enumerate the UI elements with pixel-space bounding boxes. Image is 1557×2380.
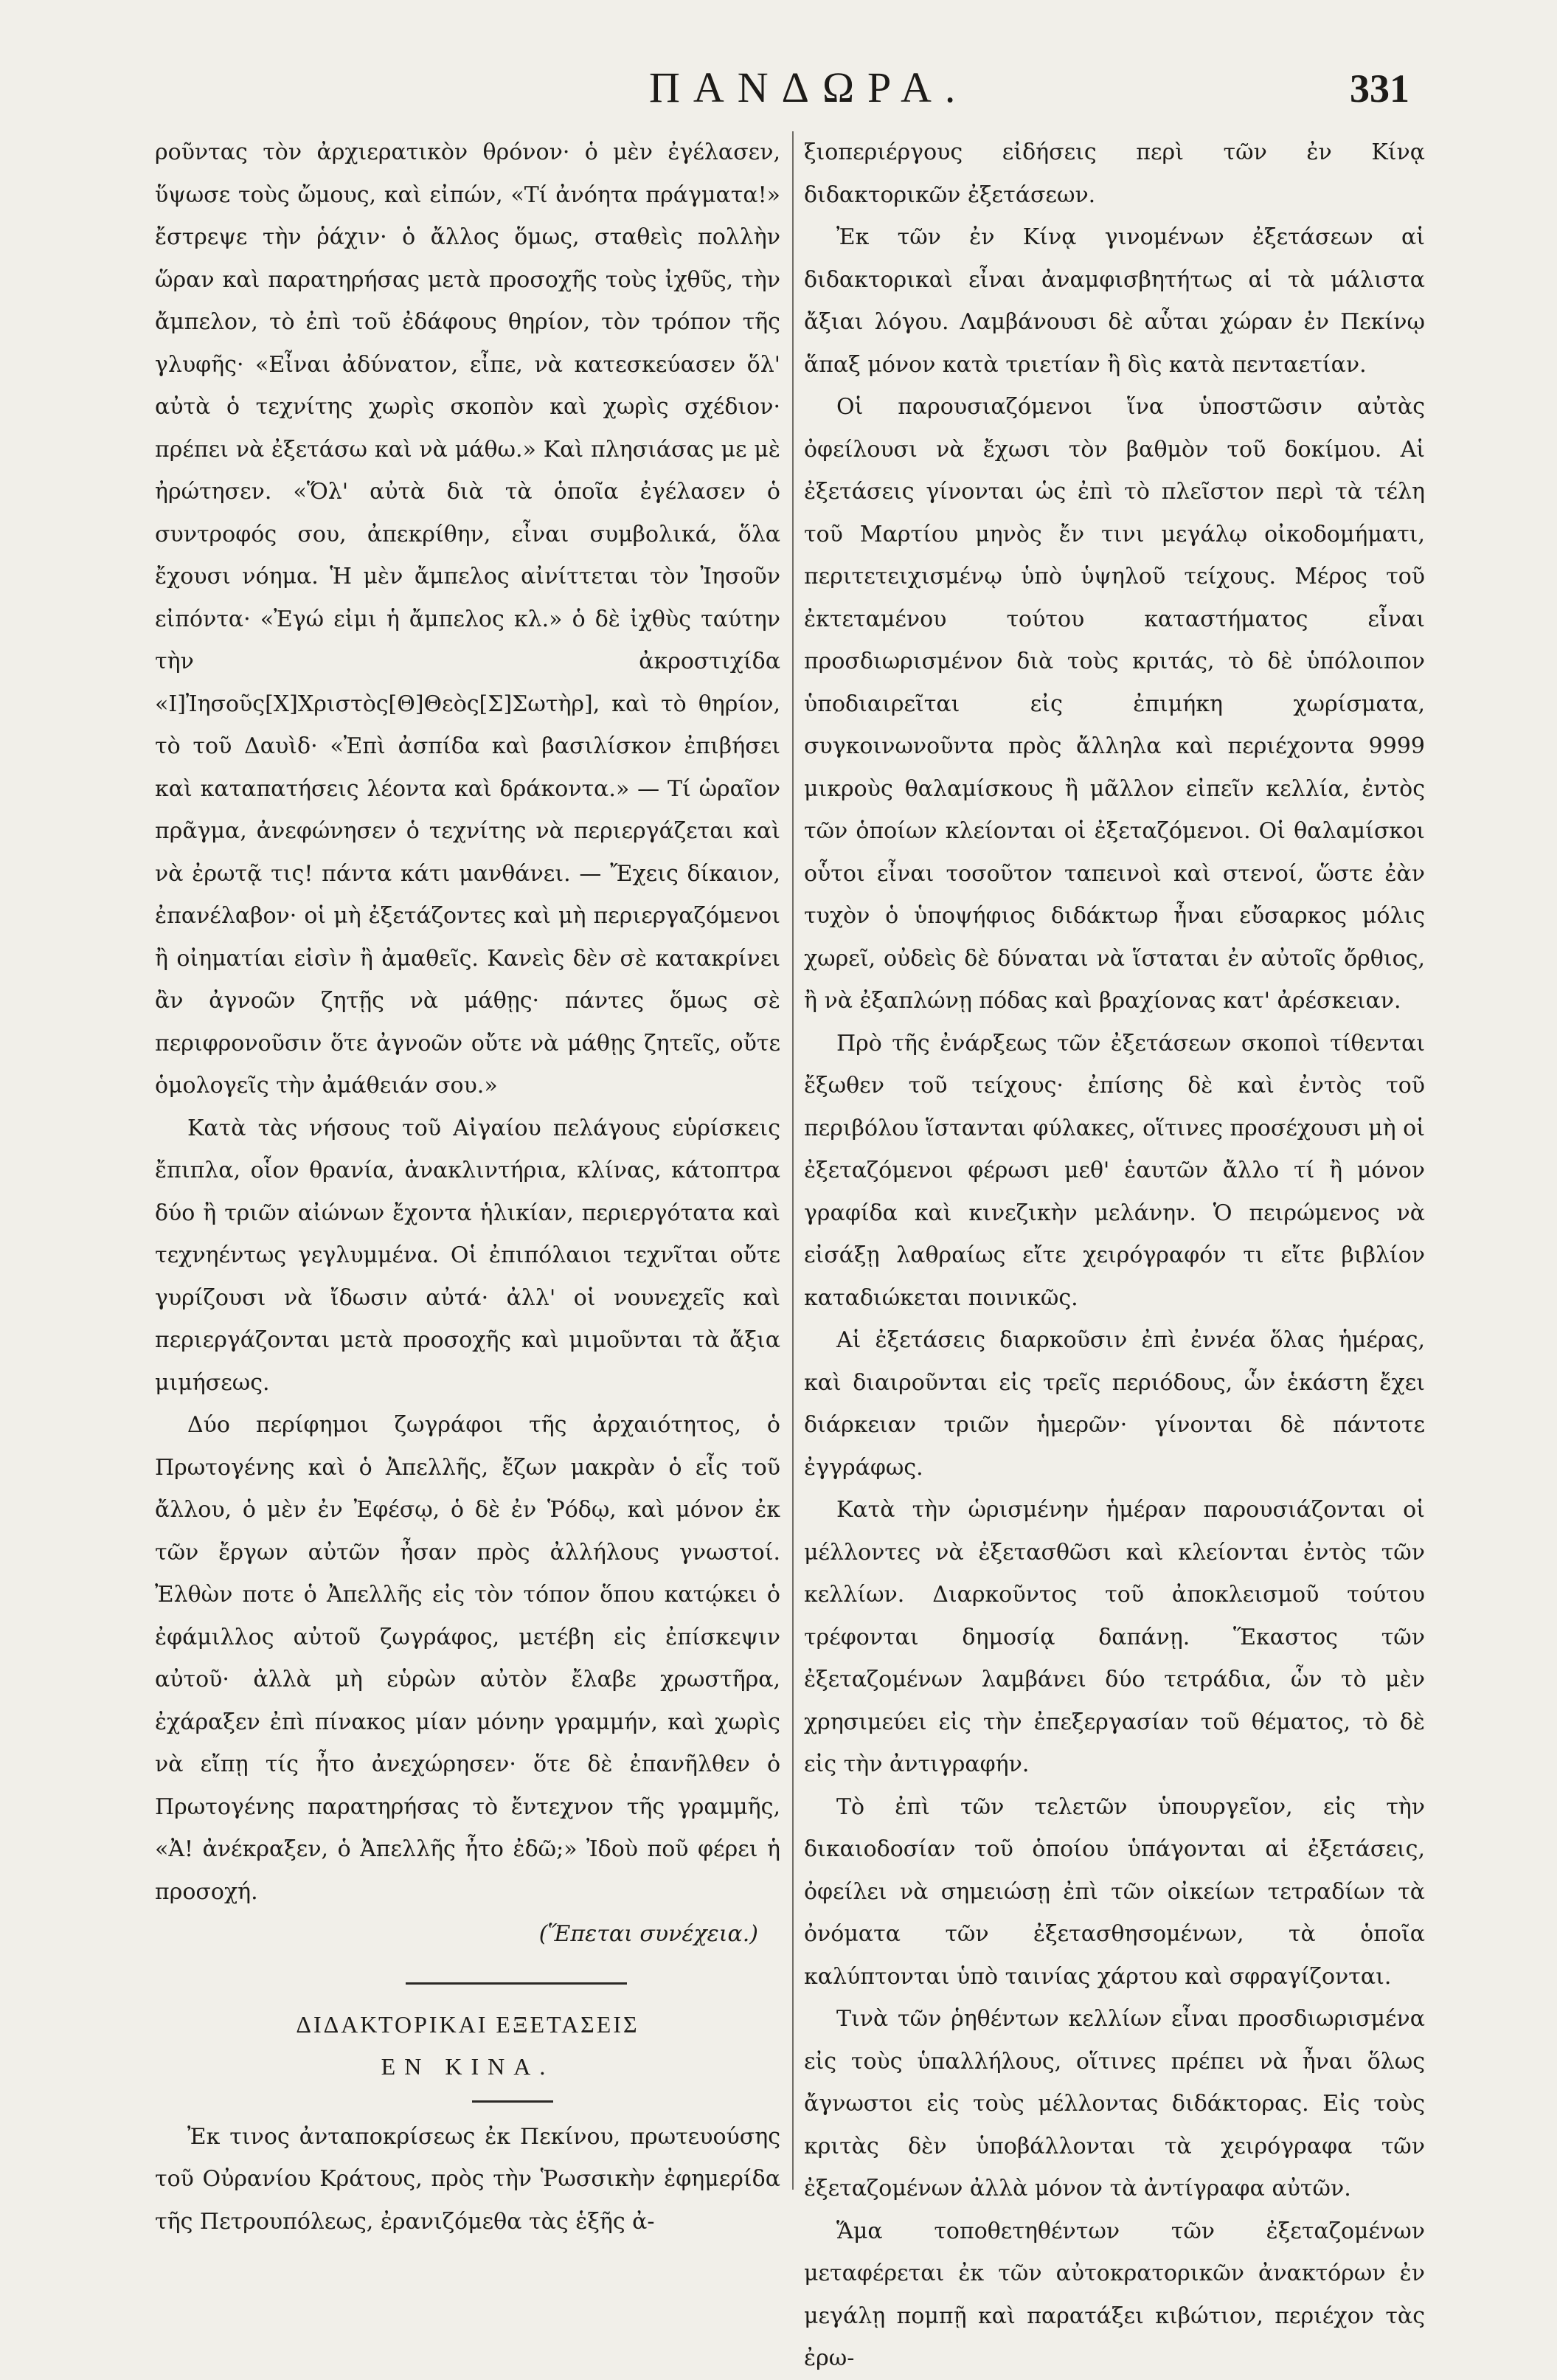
paragraph: Ἅμα τοποθετηθέντων τῶν ἐξεταζομένων μεταφέρεται ἐκ τῶν αὐτοκρατορικῶν ἀνακτόρων ἐν μεγάλῃ πομπῇ καὶ παρατάξει κιβώτιον, περιέχον τὰς ἐρω-: [804, 2218, 1425, 2371]
paragraph: Κατὰ τὴν ὡρισμένην ἡμέραν παρουσιάζονται οἱ μέλλοντες νὰ ἐξετασθῶσι καὶ κλείονται ἐντὸς τῶν κελλίων. Διαρκοῦντος τοῦ ἀποκλεισμοῦ τούτου τρέφονται δημοσίᾳ δαπάνῃ. Ἕκαστος τῶν ἐξεταζομένων λαμβάνει δύο τετράδια, ὧν τὸ μὲν χρησιμεύει εἰς τὴν ἐπεξεργασίαν τοῦ θέματος, τὸ δὲ εἰς τὴν ἀντιγραφήν.: [804, 1497, 1425, 1777]
paragraph: Ἐκ τινος ἀνταποκρίσεως ἐκ Πεκίνου, πρωτευούσης τοῦ Οὐρανίου Κράτους, πρὸς τὴν Ῥωσσικὴν ἐφημερίδα τῆς Πετρουπόλεως, ἐρανιζόμεθα τὰς ἑξῆς ἀ-: [155, 2123, 780, 2235]
section-divider: [406, 1982, 627, 1985]
paragraph: ξιοπεριέργους εἰδήσεις περὶ τῶν ἐν Κίνᾳ διδακτορικῶν ἐξετάσεων.: [804, 139, 1425, 208]
continued-note: (Ἕπεται συνέχεια.): [538, 1921, 758, 1947]
paragraph: Αἱ ἐξετάσεις διαρκοῦσιν ἐπὶ ἐννέα ὅλας ἡμέρας, καὶ διαιροῦνται εἰς τρεῖς περιόδους, ὧν ἑκάστη ἔχει διάρκειαν τριῶν ἡμερῶν· γίνονται δὲ πάντοτε ἐγγράφως.: [804, 1327, 1425, 1481]
paragraph: Ἐκ τῶν ἐν Κίνᾳ γινομένων ἐξετάσεων αἱ διδακτορικαὶ εἶναι ἀναμφισβητήτως αἱ τὰ μάλιστα ἄξιαι λόγου. Λαμβάνουσι δὲ αὗται χώραν ἐν Πεκίνῳ ἅπαξ μόνον κατὰ τριετίαν ἢ δὶς κατὰ πενταετίαν.: [804, 224, 1425, 378]
page-number: 331: [1350, 66, 1409, 111]
column-divider: [792, 131, 794, 2190]
section-subtitle: ΕΝ ΚΙΝΑ.: [381, 2053, 555, 2080]
paragraph: Οἱ παρουσιαζόμενοι ἵνα ὑποστῶσιν αὐτὰς ὀφείλουσι νὰ ἔχωσι τὸν βαθμὸν τοῦ δοκίμου. Αἱ ἐξετάσεις γίνονται ὡς ἐπὶ τὸ πλεῖστον περὶ τὰ τέλη τοῦ Μαρτίου μηνὸς ἔν τινι μεγάλῳ οἰκοδομήματι, περιτετειχισμένῳ ὑπὸ ὑψηλοῦ τείχους. Μέρος τοῦ ἐκτεταμένου τούτου καταστήματος εἶναι προσδιωρισμένον διὰ τοὺς κριτάς, τὸ δὲ ὑπόλοιπον ὑποδιαιρεῖται εἰς ἐπιμήκη χωρίσματα, συγκοινωνοῦντα πρὸς ἄλληλα καὶ περιέχοντα 9999 μικροὺς θαλαμίσκους ἢ μᾶλλον εἰπεῖν κελλία, ἐντὸς τῶν ὁποίων κλείονται οἱ ἐξεταζόμενοι. Οἱ θαλαμίσκοι οὗτοι εἶναι τοσοῦτον ταπεινοὶ καὶ στενοί, ὥστε ἐὰν τυχὸν ὁ ὑποψήφιος διδάκτωρ ἦναι εὔσαρκος μόλις χωρεῖ, οὐδεὶς δὲ δύναται νὰ ἵσταται ἐν αὐτοῖς ὄρθιος, ἢ νὰ ἐξαπλώνῃ πόδας καὶ βραχίονας κατ' ἀρέσκειαν.: [804, 394, 1425, 1014]
section-title: ΔΙΔΑΚΤΟΡΙΚΑΙ ΕΞΕΤΑΣΕΙΣ: [296, 2010, 639, 2038]
journal-title: ΠΑΝΔΩΡΑ.: [649, 63, 969, 111]
page-header: [0, 63, 1557, 122]
left-column: [155, 131, 780, 2243]
title-underline: [472, 2100, 553, 2103]
paragraph: Πρὸ τῆς ἐνάρξεως τῶν ἐξετάσεων σκοποὶ τίθενται ἔξωθεν τοῦ τείχους· ἐπίσης δὲ καὶ ἐντὸς τοῦ περιβόλου ἵστανται φύλακες, οἵτινες προσέχουσι μὴ οἱ ἐξεταζόμενοι φέρωσι μεθ' ἑαυτῶν ἄλλο τί ἢ μόνον γραφίδα καὶ κινεζικὴν μελάνην. Ὁ πειρώμενος νὰ εἰσάξῃ λαθραίως εἴτε χειρόγραφόν τι εἴτε βιβλίον καταδιώκεται ποινικῶς.: [804, 1030, 1425, 1311]
right-column: [804, 131, 1425, 2380]
paragraph: Δύο περίφημοι ζωγράφοι τῆς ἀρχαιότητος, ὁ Πρωτογένης καὶ ὁ Ἀπελλῆς, ἔζων μακρὰν ὁ εἷς τοῦ ἄλλου, ὁ μὲν ἐν Ἐφέσῳ, ὁ δὲ ἐν Ῥόδῳ, καὶ μόνον ἐκ τῶν ἔργων αὐτῶν ἦσαν πρὸς ἀλλήλους γνωστοί. Ἐλθὼν ποτε ὁ Ἀπελλῆς εἰς τὸν τόπον ὅπου κατῴκει ὁ ἐφάμιλλος αὐτοῦ ζωγράφος, μετέβη εἰς ἐπίσκεψιν αὐτοῦ· ἀλλὰ μὴ εὑρὼν αὐτὸν ἔλαβε χρωστῆρα, ἐχάραξεν ἐπὶ πίνακος μίαν μόνην γραμμήν, καὶ χωρὶς νὰ εἴπῃ τίς ἦτο ἀνεχώρησεν· ὅτε δὲ ἐπανῆλθεν ὁ Πρωτογένης παρατηρήσας τὸ ἔντεχνον τῆς γραμμῆς, «Ἀ! ἀνέκραξεν, ὁ Ἀπελλῆς ἦτο ἐδῶ;» Ἰδοὺ ποῦ φέρει ἡ προσοχή.: [155, 1412, 780, 1905]
paragraph: ροῦντας τὸν ἀρχιερατικὸν θρόνον· ὁ μὲν ἐγέλασεν, ὕψωσε τοὺς ὤμους, καὶ εἰπών, «Τί ἀνόητα πράγματα!» ἔστρεψε τὴν ῥάχιν· ὁ ἄλλος ὅμως, σταθεὶς πολλὴν ὥραν καὶ παρατηρήσας μετὰ προσοχῆς τοὺς ἰχθῦς, τὴν ἄμπελον, τὸ ἐπὶ τοῦ ἐδάφους θηρίον, τὸν τρόπον τῆς γλυφῆς· «Εἶναι ἀδύνατον, εἶπε, νὰ κατεσκεύασεν ὅλ' αὐτὰ ὁ τεχνίτης χωρὶς σκοπὸν καὶ χωρὶς σχέδιον· πρέπει νὰ ἐξετάσω καὶ νὰ μάθω.» Καὶ πλησιάσας με μὲ ἠρώτησεν. «Ὅλ' αὐτὰ διὰ τὰ ὁποῖα ἐγέλασεν ὁ συντροφός σου, ἀπεκρίθην, εἶναι συμβολικά, ὅλα ἔχουσι νόημα. Ἡ μὲν ἄμπελος αἰνίττεται τὸν Ἰησοῦν εἰπόντα· «Ἐγώ εἰμι ἡ ἄμπελος κλ.» ὁ δὲ ἰχθὺς ταύτην τὴν ἀκροστιχίδα «Ι]Ἰησοῦς[Χ]Χριστὸς[Θ]Θεὸς[Σ]Σωτὴρ], καὶ τὸ θηρίον, τὸ τοῦ Δαυὶδ· «Ἐπὶ ἀσπίδα καὶ βασιλίσκον ἐπιβήσει καὶ καταπατήσεις λέοντα καὶ δράκοντα.» — Τί ὡραῖον πρᾶγμα, ἀνεφώνησεν ὁ τεχνίτης νὰ περιεργάζεται καὶ νὰ ἐρωτᾷ τις! πάντα κάτι μανθάνει. — Ἔχεις δίκαιον, ἐπανέλαβον· οἱ μὴ ἐξετάζοντες καὶ μὴ περιεργαζόμενοι ἢ οἰηματίαι εἰσὶν ἢ ἀμαθεῖς. Κανεὶς δὲν σὲ κατακρίνει ἂν ἀγνοῶν ζητῇς νὰ μάθῃς· πάντες ὅμως σὲ περιφρονοῦσιν ὅτε ἀγνοῶν οὔτε νὰ μάθῃς ζητεῖς, οὔτε ὁμολογεῖς τὴν ἀμάθειάν σου.»: [155, 139, 780, 1099]
paragraph: Τὸ ἐπὶ τῶν τελετῶν ὑπουργεῖον, εἰς τὴν δικαιοδοσίαν τοῦ ὁποίου ὑπάγονται αἱ ἐξετάσεις, ὀφείλει νὰ σημειώσῃ ἐπὶ τῶν οἰκείων τετραδίων τὰ ὀνόματα τῶν ἐξετασθησομένων, τὰ ὁποῖα καλύπτονται ὑπὸ ταινίας χάρτου καὶ σφραγίζονται.: [804, 1793, 1425, 1990]
paragraph: Κατὰ τὰς νήσους τοῦ Αἰγαίου πελάγους εὑρίσκεις ἔπιπλα, οἷον θρανία, ἀνακλιντήρια, κλίνας, κάτοπτρα δύο ἢ τριῶν αἰώνων ἔχοντα ἡλικίαν, περιεργότατα καὶ τεχνηέντως γεγλυμμένα. Οἱ ἐπιπόλαιοι τεχνῖται οὔτε γυρίζουσι νὰ ἴδωσιν αὐτά· ἀλλ' οἱ νουνεχεῖς καὶ περιεργάζονται μετὰ προσοχῆς καὶ μιμοῦνται τὰ ἄξια μιμήσεως.: [155, 1115, 780, 1396]
paragraph: Τινὰ τῶν ῥηθέντων κελλίων εἶναι προσδιωρισμένα εἰς τοὺς ὑπαλλήλους, οἵτινες πρέπει νὰ ἦναι ὅλως ἄγνωστοι εἰς τοὺς μέλλοντας διδάκτορας. Εἰς τοὺς κριτὰς δὲν ὑποβάλλονται τὰ χειρόγραφα τῶν ἐξεταζομένων ἀλλὰ μόνον τὰ ἀντίγραφα αὐτῶν.: [804, 2006, 1425, 2201]
